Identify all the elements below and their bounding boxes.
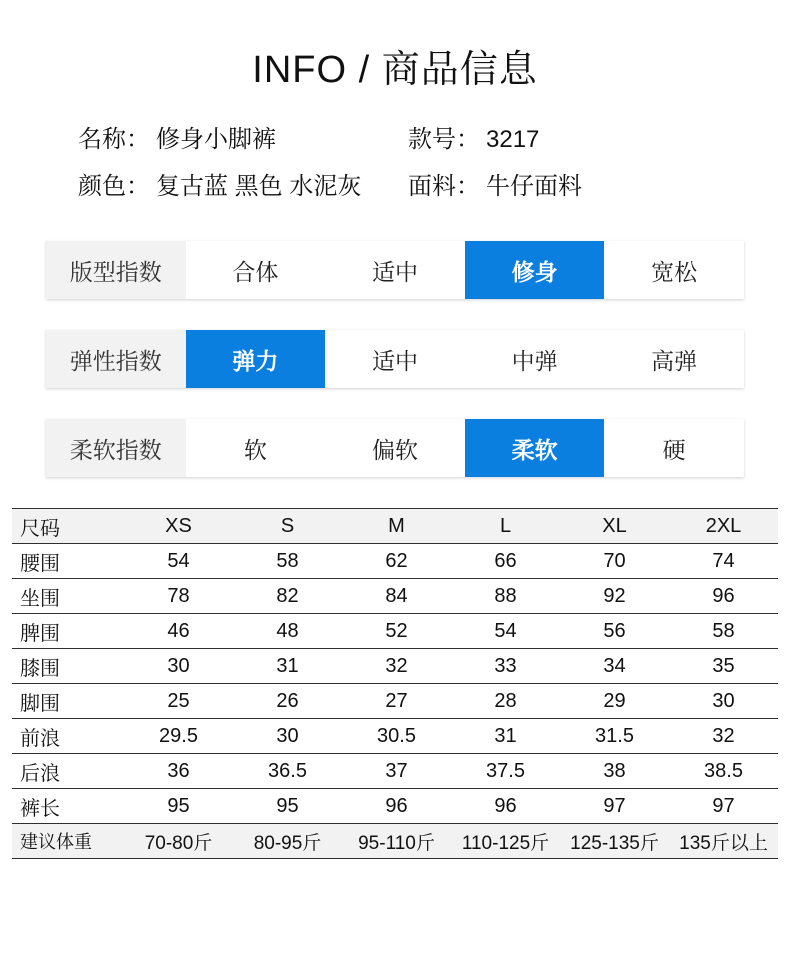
cell-value: 80-95斤 bbox=[233, 824, 342, 859]
cell-value: 25 bbox=[124, 684, 233, 719]
softness-index-bar bbox=[46, 419, 744, 477]
table-row bbox=[12, 789, 778, 824]
size-table bbox=[12, 508, 778, 859]
row-label: 坐围 bbox=[12, 579, 124, 614]
fit-index-label: 版型指数 bbox=[46, 241, 186, 299]
row-label: 后浪 bbox=[12, 754, 124, 789]
cell-value: 30 bbox=[124, 649, 233, 684]
cell-value: 29 bbox=[560, 684, 669, 719]
fit-index-option-0[interactable]: 合体 bbox=[186, 241, 326, 299]
cell-value: 26 bbox=[233, 684, 342, 719]
cell-value: 32 bbox=[669, 719, 778, 754]
row-label: 脚围 bbox=[12, 684, 124, 719]
cell-value: 88 bbox=[451, 579, 560, 614]
cell-value: 78 bbox=[124, 579, 233, 614]
row-label: 腰围 bbox=[12, 544, 124, 579]
cell-value: 96 bbox=[669, 579, 778, 614]
fit-index-option-2[interactable]: 修身 bbox=[465, 241, 605, 299]
info-value-color: 复古蓝 黑色 水泥灰 bbox=[156, 173, 362, 200]
column-header-m: M bbox=[342, 509, 451, 544]
cell-value: 95 bbox=[124, 789, 233, 824]
info-cell-style-no bbox=[408, 119, 539, 154]
info-value-fabric: 牛仔面料 bbox=[486, 173, 582, 200]
table-row-recommended-weight bbox=[12, 824, 778, 859]
cell-value: 29.5 bbox=[124, 719, 233, 754]
info-cell-name bbox=[78, 119, 408, 154]
cell-value: 30 bbox=[233, 719, 342, 754]
elasticity-index-row bbox=[46, 330, 744, 388]
cell-value: 28 bbox=[451, 684, 560, 719]
cell-value: 37 bbox=[342, 754, 451, 789]
softness-index-option-0[interactable]: 软 bbox=[186, 419, 326, 477]
fit-index-option-1[interactable]: 适中 bbox=[325, 241, 465, 299]
size-table-wrapper bbox=[0, 508, 790, 859]
cell-value: 125-135斤 bbox=[560, 824, 669, 859]
fit-index-row bbox=[46, 241, 744, 299]
info-row bbox=[78, 166, 790, 201]
cell-value: 70 bbox=[560, 544, 669, 579]
cell-value: 36.5 bbox=[233, 754, 342, 789]
cell-value: 30.5 bbox=[342, 719, 451, 754]
table-row bbox=[12, 649, 778, 684]
cell-value: 33 bbox=[451, 649, 560, 684]
fit-index-option-3[interactable]: 宽松 bbox=[604, 241, 744, 299]
cell-value: 37.5 bbox=[451, 754, 560, 789]
info-row bbox=[78, 119, 790, 154]
table-row bbox=[12, 719, 778, 754]
cell-value: 32 bbox=[342, 649, 451, 684]
cell-value: 54 bbox=[124, 544, 233, 579]
softness-index-label: 柔软指数 bbox=[46, 419, 186, 477]
cell-value: 52 bbox=[342, 614, 451, 649]
elasticity-index-label: 弹性指数 bbox=[46, 330, 186, 388]
row-label: 膝围 bbox=[12, 649, 124, 684]
elasticity-index-bar bbox=[46, 330, 744, 388]
info-label-name: 名称： bbox=[78, 126, 150, 153]
fit-index-bar bbox=[46, 241, 744, 299]
cell-value: 58 bbox=[669, 614, 778, 649]
row-label: 前浪 bbox=[12, 719, 124, 754]
column-header-2xl: 2XL bbox=[669, 509, 778, 544]
cell-value: 46 bbox=[124, 614, 233, 649]
info-value-style-no: 3217 bbox=[486, 126, 540, 153]
softness-index-row bbox=[46, 419, 744, 477]
table-row bbox=[12, 544, 778, 579]
cell-value: 48 bbox=[233, 614, 342, 649]
cell-value: 95-110斤 bbox=[342, 824, 451, 859]
cell-value: 31 bbox=[233, 649, 342, 684]
column-header-s: S bbox=[233, 509, 342, 544]
page-title: INFO / 商品信息 bbox=[252, 49, 538, 91]
elasticity-index-option-2[interactable]: 中弹 bbox=[465, 330, 605, 388]
cell-value: 31.5 bbox=[560, 719, 669, 754]
cell-value: 92 bbox=[560, 579, 669, 614]
cell-value: 95 bbox=[233, 789, 342, 824]
elasticity-index-option-0[interactable]: 弹力 bbox=[186, 330, 326, 388]
row-label: 建议体重 bbox=[12, 824, 124, 859]
cell-value: 56 bbox=[560, 614, 669, 649]
cell-value: 30 bbox=[669, 684, 778, 719]
column-header-xs: XS bbox=[124, 509, 233, 544]
cell-value: 27 bbox=[342, 684, 451, 719]
cell-value: 70-80斤 bbox=[124, 824, 233, 859]
cell-value: 97 bbox=[560, 789, 669, 824]
cell-value: 58 bbox=[233, 544, 342, 579]
cell-value: 66 bbox=[451, 544, 560, 579]
table-row bbox=[12, 614, 778, 649]
cell-value: 96 bbox=[451, 789, 560, 824]
cell-value: 31 bbox=[451, 719, 560, 754]
table-row bbox=[12, 579, 778, 614]
info-label-style-no: 款号： bbox=[408, 126, 480, 153]
info-value-name: 修身小脚裤 bbox=[156, 126, 276, 153]
cell-value: 82 bbox=[233, 579, 342, 614]
column-header-size: 尺码 bbox=[12, 509, 124, 544]
softness-index-option-3[interactable]: 硬 bbox=[604, 419, 744, 477]
cell-value: 62 bbox=[342, 544, 451, 579]
info-cell-fabric bbox=[408, 166, 582, 201]
cell-value: 38 bbox=[560, 754, 669, 789]
product-info-block bbox=[0, 119, 790, 201]
cell-value: 135斤以上 bbox=[669, 824, 778, 859]
cell-value: 97 bbox=[669, 789, 778, 824]
elasticity-index-option-3[interactable]: 高弹 bbox=[604, 330, 744, 388]
column-header-l: L bbox=[451, 509, 560, 544]
softness-index-option-1[interactable]: 偏软 bbox=[325, 419, 465, 477]
cell-value: 74 bbox=[669, 544, 778, 579]
cell-value: 54 bbox=[451, 614, 560, 649]
info-cell-color bbox=[78, 166, 408, 201]
softness-index-option-2[interactable]: 柔软 bbox=[465, 419, 605, 477]
row-label: 脾围 bbox=[12, 614, 124, 649]
index-bars bbox=[0, 241, 790, 477]
info-label-fabric: 面料： bbox=[408, 173, 480, 200]
cell-value: 110-125斤 bbox=[451, 824, 560, 859]
cell-value: 38.5 bbox=[669, 754, 778, 789]
cell-value: 34 bbox=[560, 649, 669, 684]
column-header-xl: XL bbox=[560, 509, 669, 544]
cell-value: 96 bbox=[342, 789, 451, 824]
info-label-color: 颜色： bbox=[78, 173, 150, 200]
elasticity-index-option-1[interactable]: 适中 bbox=[325, 330, 465, 388]
cell-value: 84 bbox=[342, 579, 451, 614]
table-header-row bbox=[12, 509, 778, 544]
table-row bbox=[12, 754, 778, 789]
cell-value: 36 bbox=[124, 754, 233, 789]
table-row bbox=[12, 684, 778, 719]
cell-value: 35 bbox=[669, 649, 778, 684]
row-label: 裤长 bbox=[12, 789, 124, 824]
